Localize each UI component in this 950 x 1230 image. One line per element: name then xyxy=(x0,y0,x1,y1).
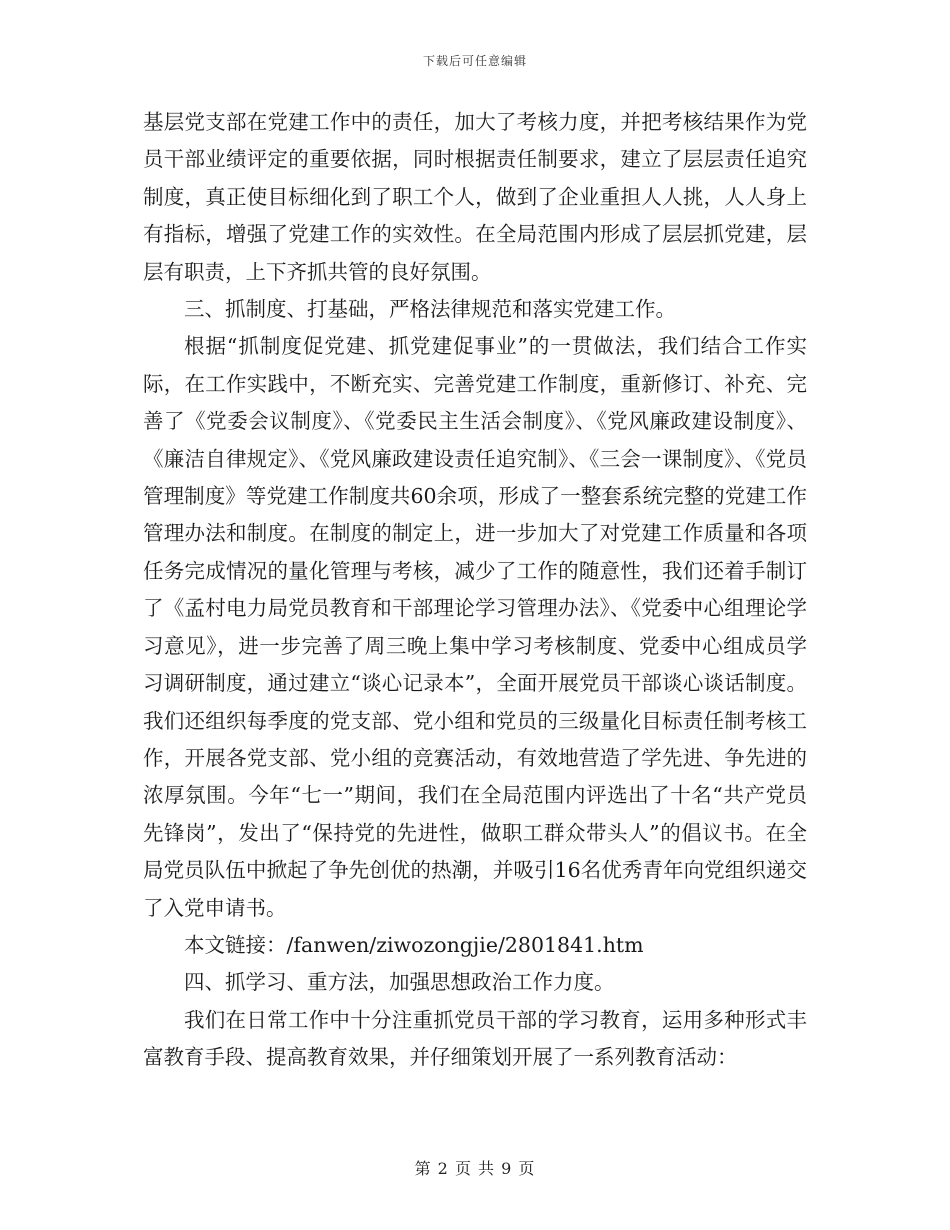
source-link: 本文链接：/fanwen/ziwozongjie/2801841.htm xyxy=(184,932,644,957)
section-heading-3: 三、抓制度、打基础，严格法律规范和落实党建工作。 xyxy=(184,297,676,322)
page-header: 下载后可任意编辑 xyxy=(422,54,527,68)
paragraph-rules: 根据“抓制度促党建、抓党建促事业”的一贯做法，我们结合工作实际，在工作实践中，不断充实、完善党建工作制度，重新修订、补充、完善了《党委会议制度》、《党委民主生活会制度》、《党风廉政建设制度》、《廉洁自律规定》、《党风廉政建设责任追究制》、《三会一课制度》、《党员管理制度》等党建工作制度共60余项，形成了一整套系统完整的党建工作管理办法和制度。在制度的制定上，进一步加大了对党建工作质量和各项任务完成情况的量化管理与考核，减少了工作的随意性，我们还着手制订了《孟村电力局党员教育和干部理论学习管理办法》、《党委中心组理论学习意见》，进一步完善了周三晚上集中学习考核制度、党委中心组成员学习调研制度，通过建立“谈心记录本”，全面开展党员干部谈心谈话制度。我们还组织每季度的党支部、党小组和党员的三级量化目标责任制考核工作，开展各党支部、党小组的竞赛活动，有效地营造了学先进、争先进的浓厚氛围。今年“七一”期间，我们在全局范围内评选出了十名“共产党员先锋岗”，发出了“保持党的先进性，做职工群众带头人”的倡议书。在全局党员队伍中掀起了争先创优的热潮，并吸引16名优秀青年向党组织递交了入党申请书。 xyxy=(143,334,807,920)
page-number: 第 2 页 共 9 页 xyxy=(414,1159,536,1178)
paragraph-study: 我们在日常工作中十分注重抓党员干部的学习教育，运用多种形式丰富教育手段、提高教育效果，并仔细策划开展了一系列教育活动： xyxy=(143,1007,807,1070)
body-text xyxy=(143,104,807,1077)
paragraph-continuation: 基层党支部在党建工作中的责任，加大了考核力度，并把考核结果作为党员干部业绩评定的重要依据，同时根据责任制要求，建立了层层责任追究制度，真正使目标细化到了职工个人，做到了企业重担人人挑，人人身上有指标，增强了党建工作的实效性。在全局范围内形成了层层抓党建，层层有职责，上下齐抓共管的良好氛围。 xyxy=(143,110,807,284)
section-heading-4: 四、抓学习、重方法，加强思想政治工作力度。 xyxy=(184,970,615,995)
